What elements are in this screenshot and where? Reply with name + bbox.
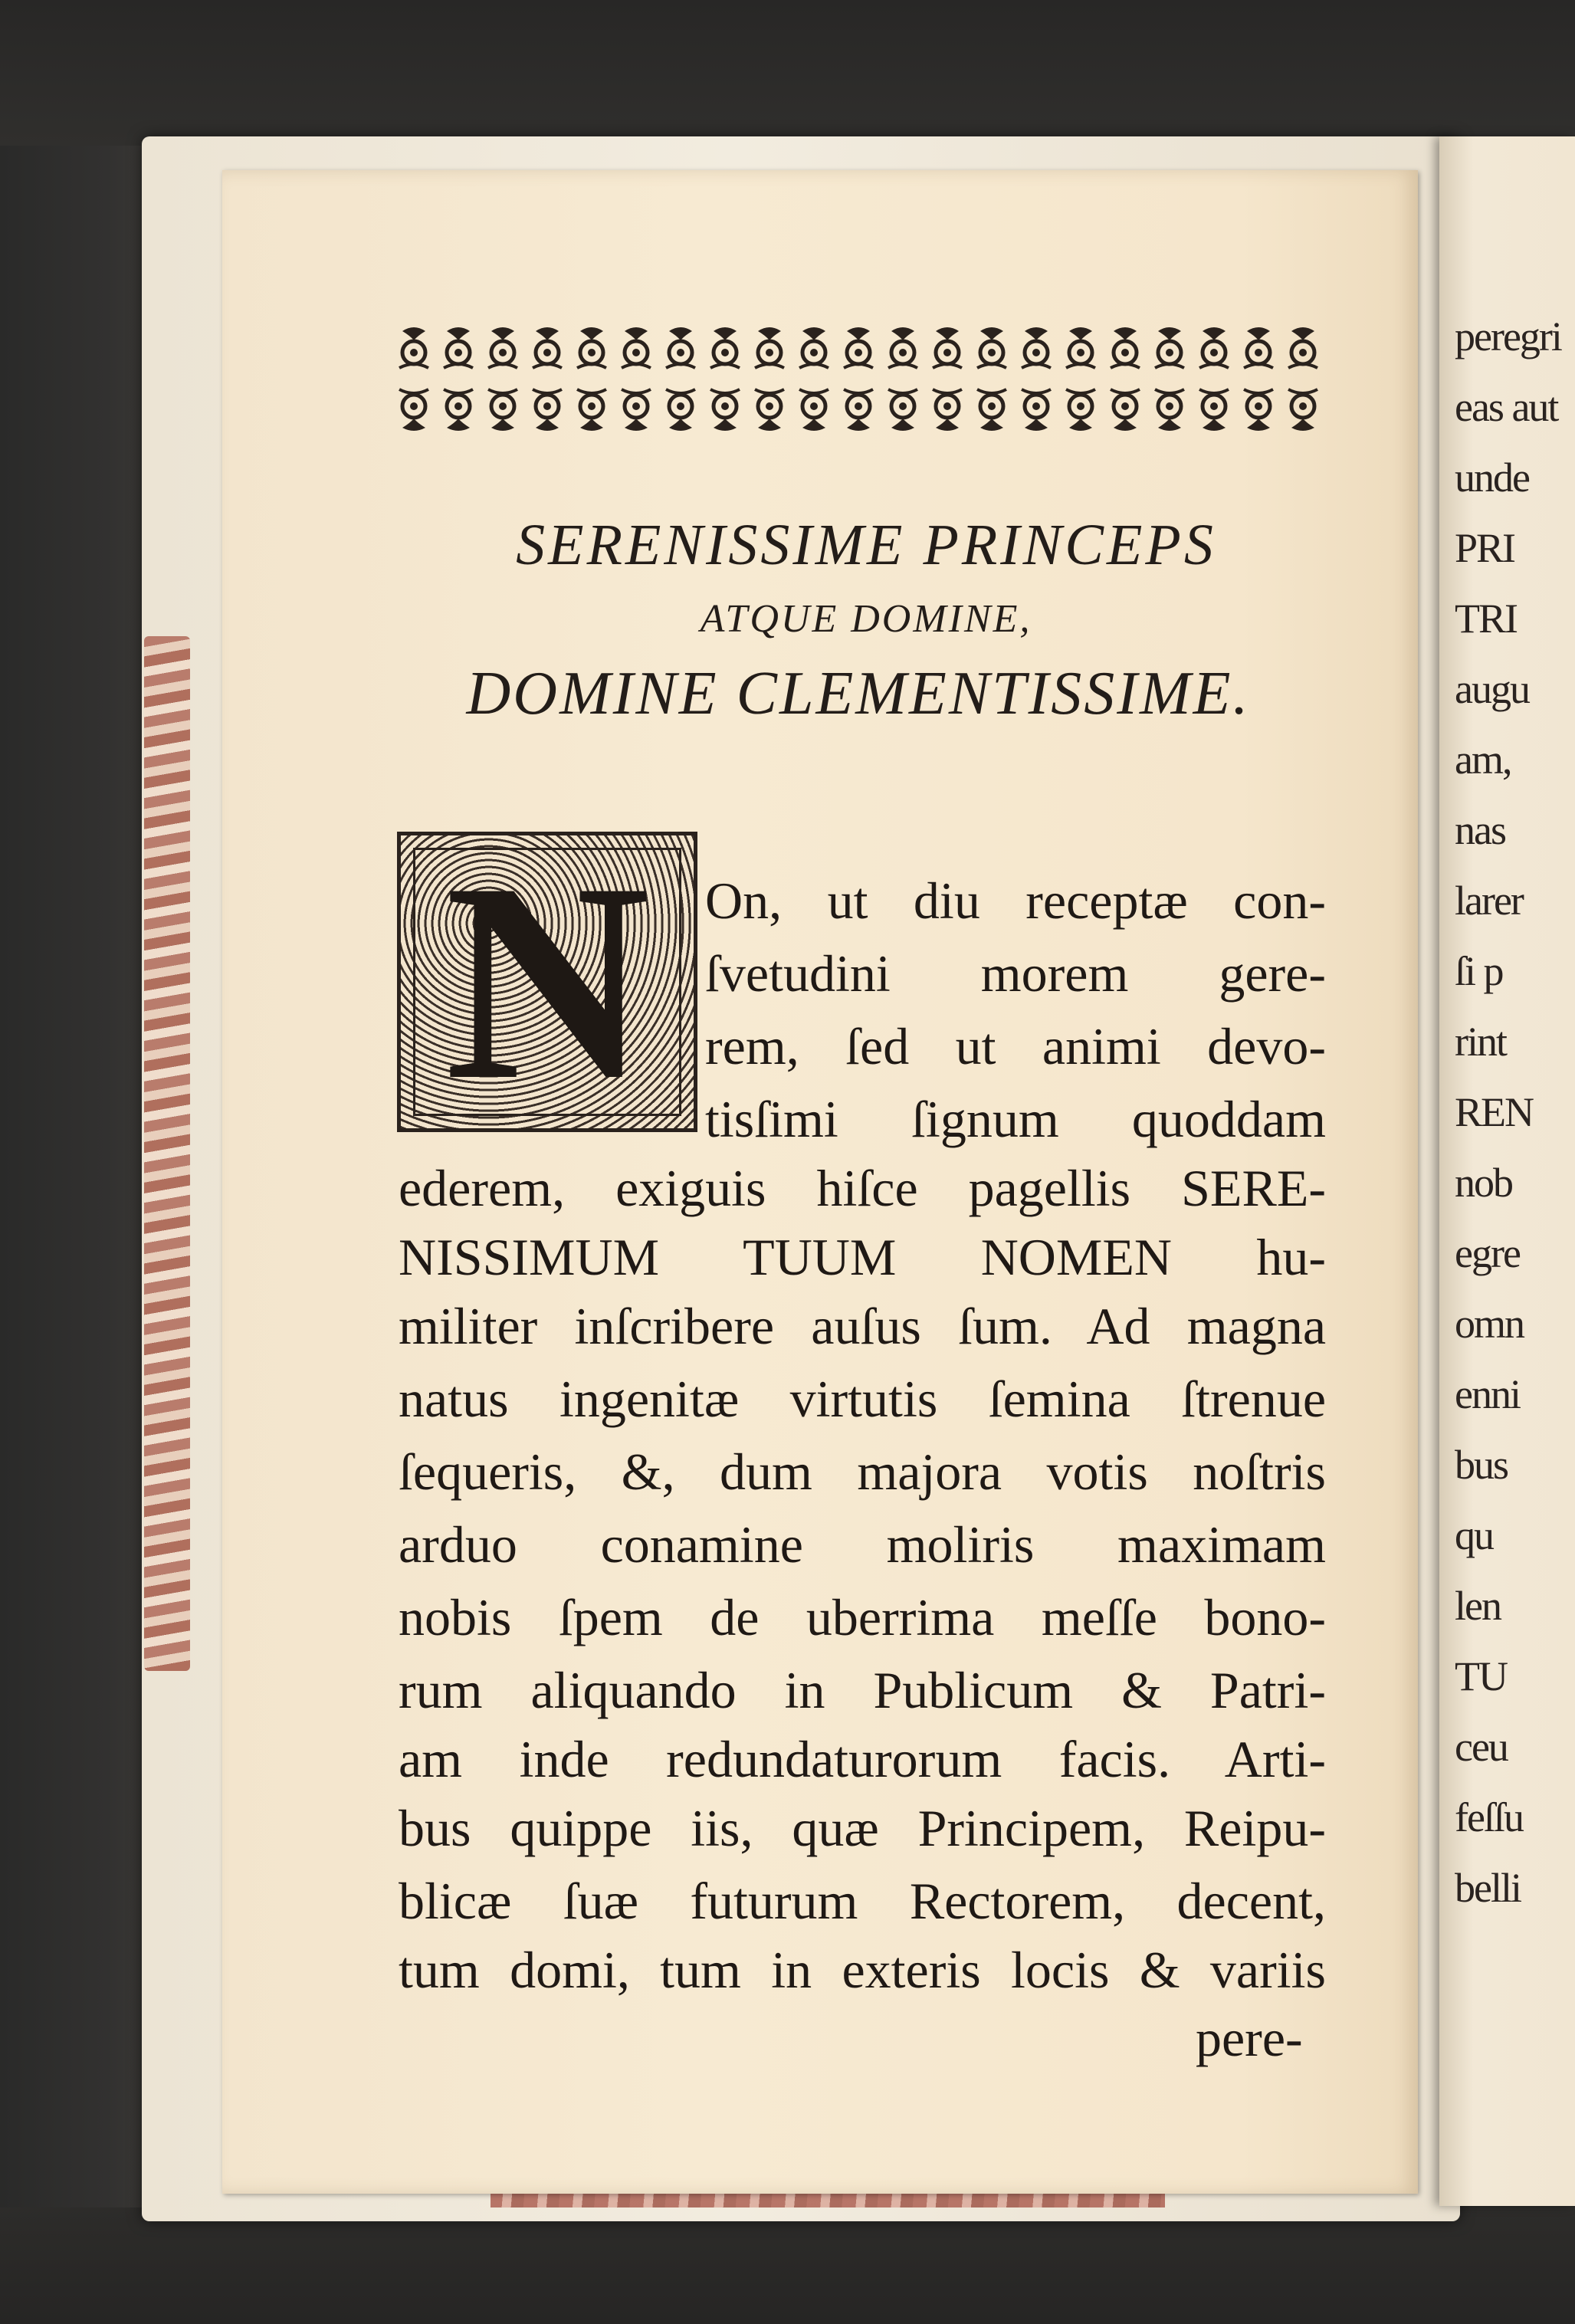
facing-page-line: REN (1455, 1089, 1533, 1135)
text-line: blicæ ſuæ futurum Rectorem, decent, (399, 1872, 1326, 1930)
fleuron-ornament-icon (1195, 325, 1233, 373)
background-top (0, 0, 1575, 146)
text-line: nobis ſpem de uberrima meſſe bono- (399, 1588, 1326, 1646)
fleuron-ornament-icon (795, 325, 833, 373)
fleuron-ornament-icon (884, 325, 922, 373)
fleuron-ornament-icon (1150, 385, 1189, 432)
fleuron-ornament-icon (1284, 325, 1322, 373)
fleuron-ornament-icon (439, 385, 477, 432)
text-line: am inde redundaturorum facis. Arti- (399, 1730, 1326, 1788)
facing-page-line: am, (1455, 737, 1511, 783)
facing-page-line: peregri (1455, 313, 1561, 359)
facing-page-line: ceu (1455, 1724, 1508, 1770)
fleuron-ornament-icon (617, 385, 655, 432)
background-bottom (0, 2207, 1575, 2324)
facing-page-line: TU (1455, 1653, 1507, 1699)
fleuron-ornament-icon (795, 385, 833, 432)
facing-page-edge (1439, 136, 1575, 2206)
fleuron-ornament-icon (1061, 325, 1100, 373)
fleuron-ornament-icon (661, 385, 700, 432)
facing-page-line: eas aut (1455, 384, 1558, 430)
fleuron-ornament-icon (528, 325, 566, 373)
facing-page-line: PRI (1455, 525, 1515, 571)
background-left (0, 0, 153, 2324)
facing-page-line: feſſu (1455, 1794, 1523, 1840)
facing-page-line: rint (1455, 1019, 1506, 1065)
facing-page-line: bus (1455, 1442, 1508, 1488)
fleuron-ornament-icon (1239, 325, 1278, 373)
fleuron-ornament-icon (395, 385, 433, 432)
fleuron-ornament-icon (750, 385, 789, 432)
text-line: arduo conamine moliris maximam (399, 1515, 1326, 1574)
initial-letter: N (445, 832, 650, 1132)
fleuron-ornament-icon (1017, 325, 1055, 373)
fleuron-ornament-icon (706, 385, 744, 432)
fleuron-ornament-icon (928, 385, 966, 432)
text-line: ſvetudini morem gere- (705, 944, 1326, 1003)
fleuron-ornament-icon (1284, 385, 1322, 432)
facing-page-line: augu (1455, 666, 1529, 712)
fleuron-ornament-icon (484, 385, 522, 432)
text-line: natus ingenitæ virtutis ſemina ſtrenue (399, 1370, 1326, 1428)
facing-page-line: omn (1455, 1301, 1524, 1347)
facing-page-line: unde (1455, 455, 1529, 501)
fleuron-ornament-icon (395, 325, 433, 373)
fleuron-ornament-icon (617, 325, 655, 373)
text-line: rum aliquando in Publicum & Patri- (399, 1661, 1326, 1719)
fleuron-ornament-icon (1106, 325, 1144, 373)
facing-page-line: nob (1455, 1160, 1512, 1206)
text-line: bus quippe iis, quæ Principem, Reipu- (399, 1799, 1326, 1857)
fleuron-ornament-icon (528, 385, 566, 432)
fleuron-ornament-icon (750, 325, 789, 373)
fleuron-ornament-icon (839, 385, 878, 432)
fleuron-ornament-icon (839, 325, 878, 373)
fleuron-ornament-icon (1239, 385, 1278, 432)
text-line: ederem, exiguis hiſce pagellis SERE- (399, 1159, 1326, 1217)
fleuron-ornament-icon (573, 385, 611, 432)
facing-page-line: egre (1455, 1230, 1520, 1276)
facing-page-line: larer (1455, 878, 1523, 924)
fleuron-ornament-icon (1150, 325, 1189, 373)
fleuron-ornament-icon (973, 385, 1011, 432)
fleuron-ornament-icon (573, 325, 611, 373)
facing-page-line: belli (1455, 1865, 1521, 1911)
heading-line-3: DOMINE CLEMENTISSIME. (466, 660, 1251, 727)
fleuron-ornament-icon (1017, 385, 1055, 432)
fleuron-band-bottom (395, 382, 1322, 435)
fleuron-band-top (395, 322, 1322, 376)
heading-line-2: ATQUE DOMINE, (700, 597, 1032, 641)
fleuron-ornament-icon (439, 325, 477, 373)
decorated-initial (397, 832, 697, 1132)
text-line: militer inſcribere auſus ſum. Ad magna (399, 1297, 1326, 1355)
text-line: ſequeris, &, dum majora votis noſtris (399, 1443, 1326, 1501)
fleuron-ornament-icon (884, 385, 922, 432)
marbled-edge (144, 636, 190, 1671)
text-line: tum domi, tum in exteris locis & variis (399, 1941, 1326, 1999)
fleuron-ornament-icon (1195, 385, 1233, 432)
fleuron-ornament-icon (1061, 385, 1100, 432)
catchword: pere- (1196, 2009, 1303, 2067)
fleuron-ornament-icon (1106, 385, 1144, 432)
text-line: On, ut diu receptæ con- (705, 872, 1326, 930)
fleuron-ornament-icon (661, 325, 700, 373)
text-line: tisſimi ſignum quoddam (705, 1090, 1326, 1148)
fleuron-ornament-icon (706, 325, 744, 373)
heading-line-1: SERENISSIME PRINCEPS (516, 513, 1216, 577)
fleuron-ornament-icon (484, 325, 522, 373)
text-line: rem, ſed ut animi devo- (705, 1017, 1326, 1075)
fleuron-ornament-icon (928, 325, 966, 373)
text-line: NISSIMUM TUUM NOMEN hu- (399, 1228, 1326, 1286)
facing-page-line: enni (1455, 1371, 1520, 1417)
facing-page-line: nas (1455, 807, 1505, 853)
facing-page-line: ſi p (1455, 948, 1503, 994)
facing-page-line: TRI (1455, 596, 1517, 642)
facing-page-line: len (1455, 1583, 1501, 1629)
fleuron-ornament-icon (973, 325, 1011, 373)
facing-page-line: qu (1455, 1512, 1493, 1558)
